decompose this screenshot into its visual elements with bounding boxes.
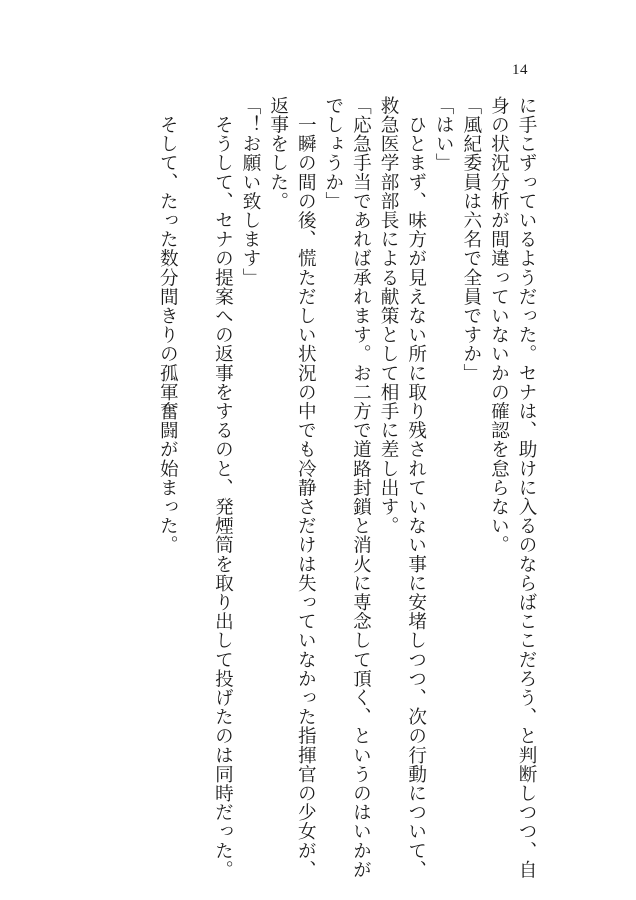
blank-line: [181, 96, 209, 886]
text-line: 身の状況分析が間違っていないかの確認を怠らない。: [488, 96, 510, 555]
text-line: 「風紀委員は六名で全員ですか」: [460, 96, 482, 383]
page-number: 14: [512, 62, 528, 78]
text-line: 「！お願い致します」: [240, 96, 262, 287]
text-line: ひとまず、味方が見えない所に取り残されていない事に安堵しつつ、次の行動について、: [405, 96, 427, 880]
text-line: に手こずっているようだった。セナは、助けに入るのならばここだろう、と判断しつつ、自: [516, 96, 537, 880]
text-line: 返事をした。: [267, 96, 289, 211]
text-line: そうして、セナの提案への返事をするのと、発煙筒を取り出して投げたのは同時だった。: [212, 96, 234, 880]
text-line: 「応急手当であれば承れます。お二方で道路封鎖と消火に専念して頂く、というのはいかが: [350, 96, 372, 880]
vertical-body-text: [154, 96, 540, 886]
text-line: 救急医学部部長による献策として相手に差し出す。: [378, 96, 400, 536]
text-line: そして、たった数分間きりの孤軍奮闘が始まった。: [157, 96, 179, 555]
text-line: 「はい」: [433, 96, 455, 173]
text-line: 一瞬の間の後、慌ただしい状況の中でも冷静さだけは失っていなかった指揮官の少女が、: [295, 96, 317, 880]
text-line: でしょうか」: [322, 96, 344, 211]
